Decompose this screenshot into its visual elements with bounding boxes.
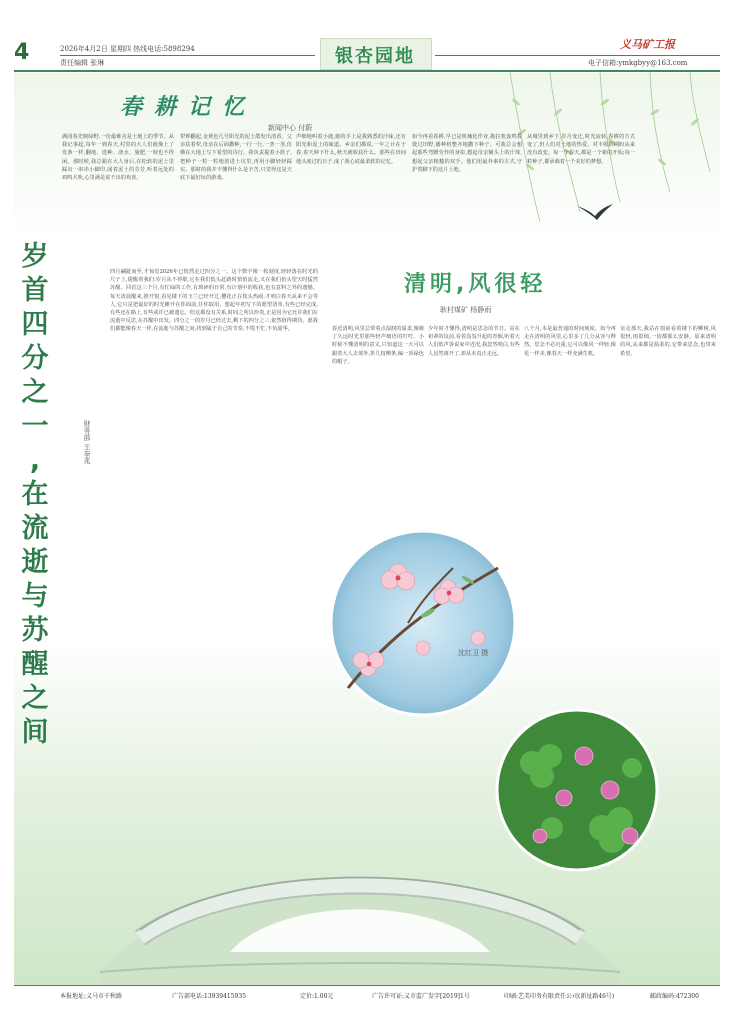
article1-title: 春耕记忆: [120, 94, 257, 120]
article3-column-4: 亲走那天,我站在窗前看着楼下的柳树,风很轻,雨很细,一切都那么安静。原来清明的风,从来都是温柔的,它带来思念,也带来希望。: [620, 326, 716, 357]
newspaper-masthead: 义马矿工报: [620, 38, 675, 51]
footer-printer: 印刷:艺美印务有限责任公司(新址路46号): [504, 993, 615, 1000]
section-title: 银杏园地: [335, 46, 415, 67]
article2-title-char: 之: [21, 683, 49, 714]
article3-column-1: 春近清明,风里总带着点湿润的温柔,像极了久远时光里那些轻声细语的叮咛。小时候不懂清明的意义,只知道这一天可以跟着大人去郊外,折几枝柳条,编一顶绿色的帽子。: [332, 326, 424, 365]
article3-title: 清明,风很轻: [404, 272, 547, 297]
article1-column-3: 声细地叫着小鹿,她的手上是我熟悉的汗味,还有阳光和泥土的味道。乡亲们都说,一年之计在于春,春天种下什么,秋天就收获什么。那些在田间地头度过的日子,成了我心底最柔软的记忆。: [296, 134, 406, 165]
article3-column-3: 八个月,本是最普通的时间刻度。如今再走在清明的风里,心里多了几分从容与释然。思念不必沉重,它可以像风一样轻,像花一样美,像春天一样充满生机。: [524, 326, 616, 357]
article2-title-char: 四: [21, 309, 49, 340]
article2-title-char: 醒: [21, 649, 49, 680]
article2-title-char: 逝: [21, 547, 49, 578]
article2-title-char: 间: [21, 717, 49, 748]
article1-column-4: 如今再看春耕,早已是机械化作业,拖拉机轰鸣着驶过田野,播种机整齐地撒下种子。可我总会想起那些弯腰劳作的身影,想起母亲额头上的汗珠,想起父亲粗糙的双手。他们用最朴素的方式,守护着脚下的这片土地。: [412, 134, 522, 173]
contact-email: 电子信箱:ymkgbyy@163.com: [588, 59, 688, 67]
article1-column-5: 从城里到乡下,岁月变迁,时光流转,春耕的方式变了,但人们对土地的热爱、对丰收的期盼从来没有改变。每一个春天,都是一个新的开始;每一粒种子,都承载着一个美好的梦想。: [527, 134, 635, 165]
peach-blossom-photo: [328, 528, 518, 718]
footer-price: 定价:1.00元: [300, 993, 334, 1000]
article2-title: [18, 240, 52, 750]
photo-credit: 沈红卫 摄: [458, 649, 489, 657]
footer-address: 本报地址:义马市千秋路: [60, 993, 123, 1000]
article2-title-char: 苏: [21, 615, 49, 646]
footer-rule: [14, 985, 720, 986]
article2-title-char: 之: [21, 377, 49, 408]
article2-title-char: 岁: [21, 241, 49, 272]
article2-byline: 财务部 王奎兆: [83, 420, 91, 465]
article3-column-2: 少年时才懂得,清明是思念的节日。站在祖辈的坟前,看着袅袅升起的青烟,听着大人们低声诉说家中近况,我忽然明白,有些人虽然离开了,却从未真正走远。: [428, 326, 520, 357]
stone-bridge-illustration: [100, 860, 620, 985]
footer-ad-phone: 广告部电话:13939415935: [172, 993, 247, 1000]
article1-column-2: 犁铧翻起,金黄色几号阳光的泥土散发出清香。父亲扶着犁,母亲在后面撒种,一行一行,一垄一垄,仿佛在大地上写下希望的诗行。我负责提着小篮子,把种子一粒一粒地放进土坑里,再用小脚轻轻踩实。那时的我并不懂得什么是辛苦,只觉得这是天底下最好玩的游戏。: [180, 134, 292, 182]
issue-date: 2026年4月2日 星期四 热线电话:5898294: [60, 45, 195, 53]
header-rule-right: [435, 55, 720, 56]
article3-byline: 耿村煤矿 杨静雨: [440, 306, 492, 314]
article2-title-char: 首: [21, 275, 49, 306]
article2-title-char: 与: [21, 581, 49, 612]
article2-title-char: ,: [29, 445, 41, 476]
footer-ad-license: 广告许可证:义市监广发字[2019]1号: [372, 993, 470, 1000]
article1-column-1: 满园春光映绿野,一份最难舍是土地上的季节。从我记事起,每年一到春天,村里的大人们就像上了发条一样,翻地、选种、浇水、施肥,一刻也不得闲。那时候,我总跟在大人身后,在松软的泥土里踩出一串串小脚印,闻着泥土的芬芳,听着远处的鸡鸣犬吠,心里满是说不出的欢喜。: [62, 134, 174, 182]
clover-flower-photo: [492, 708, 662, 873]
page-number: 4: [14, 40, 30, 65]
article2-title-char: 流: [21, 513, 49, 544]
article2-title-char: 一: [21, 411, 49, 442]
article2-title-char: 分: [21, 343, 49, 374]
header-rule-left: [60, 55, 315, 56]
article2-body: 四月翩跹而至,才惊觉2026年已悄然走过四分之一。这个数字像一枚刻度,轻轻落在时光的尺子上,提醒着我们:岁月从不停歇,它在我们低头赶路时悄悄流走,又在我们抬头望天时猛然苏醒。回首这三个月,有忙碌的工作,有琐碎的日常,有计划中的收获,也有意料之外的遗憾。每天清晨醒来,推开窗,看见楼下的玉兰已经开过,樱花正在枝头热闹,才明白春天从来不会等人,它只是把最好的时光摊开在你面前,任你取用。想起年初写下的愿望清单,有些已经完成,有些还在路上,有些或许已被遗忘。但这都没有关系,时间之所以珍贵,正是因为它允许我们在流逝中反思,在苏醒中出发。四分之一的岁月已经过去,剩下的四分之三,依然值得期待。愿我们都能像春天一样,在流逝与苏醒之间,找到属于自己的节奏,不慌不忙,不负韶华。: [110, 269, 318, 333]
article1-byline: 新闻中心 付蔚: [268, 124, 313, 132]
footer-postcode: 邮政编码:472300: [650, 993, 699, 1000]
responsible-editor: 责任编辑 张琳: [60, 59, 105, 67]
article2-title-char: 在: [21, 479, 49, 510]
